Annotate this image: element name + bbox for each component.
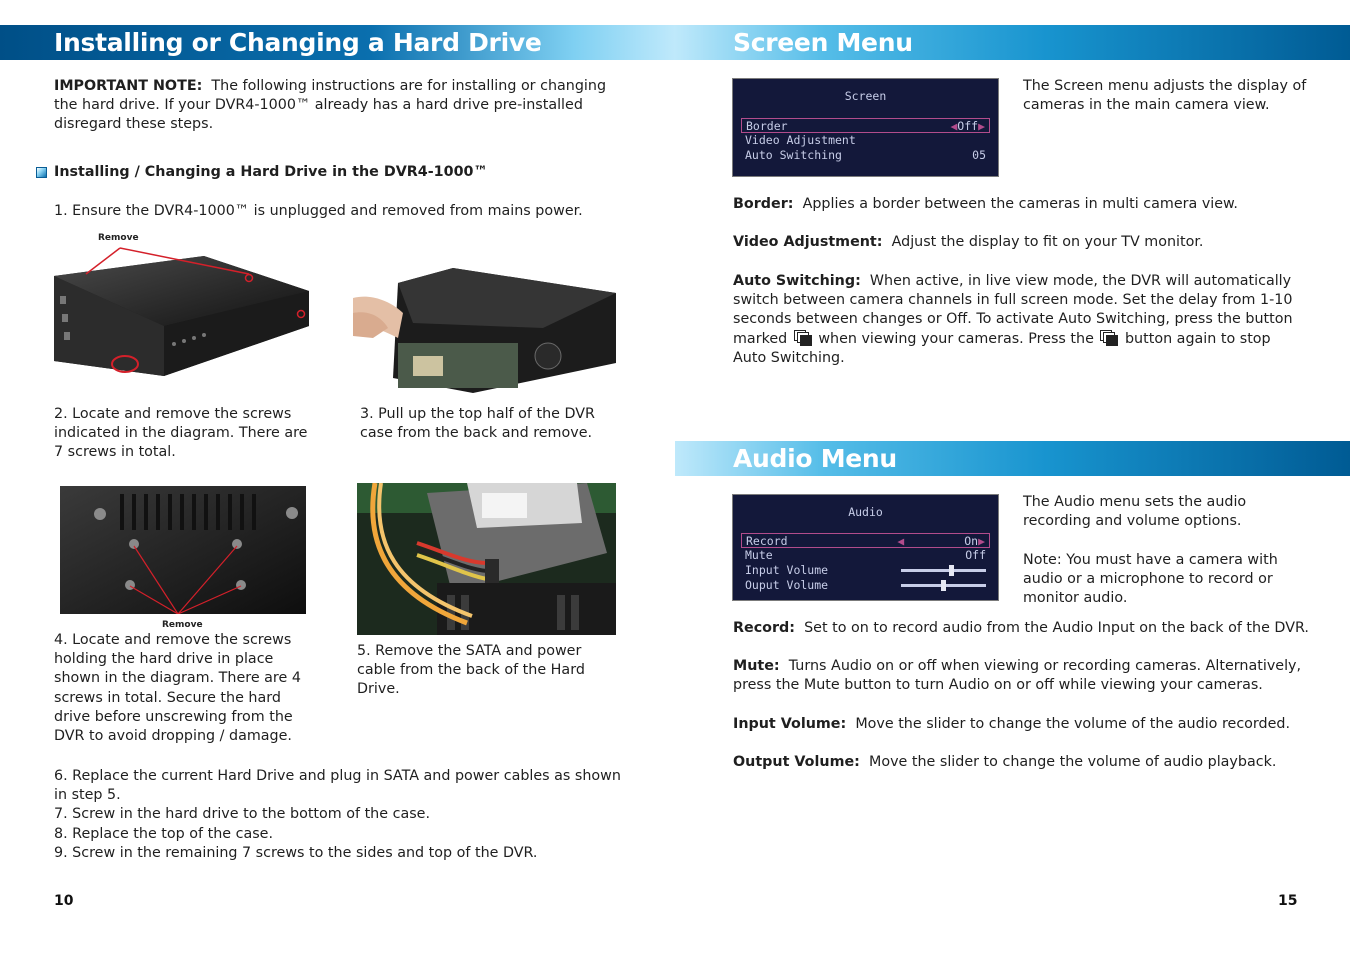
record-label: Record:: [733, 620, 796, 636]
output-volume-desc: [733, 753, 1323, 772]
input-volume-text: Move the slider to change the volume of the audio recorded.: [855, 716, 1291, 732]
audio-menu-row-mute: [741, 548, 990, 563]
step-2: 2. Locate and remove the screws indicated in the diagram. There are 7 screws in total.: [54, 406, 308, 461]
audio-row-label: Mute: [745, 548, 773, 562]
section-heading-row: [36, 163, 636, 182]
mute-label: Mute:: [733, 658, 780, 674]
screen-intro: The Screen menu adjusts the display of cameras in the main camera view.: [1023, 78, 1307, 114]
screen-menu-banner: [675, 25, 1350, 60]
input-volume-desc: [733, 715, 1323, 734]
audio-row-label: Ouput Volume: [745, 578, 829, 592]
output-volume-label: Output Volume:: [733, 754, 860, 770]
auto-switch-text-2: when viewing your cameras. Press the: [818, 330, 1094, 347]
output-volume-slider: [901, 578, 986, 593]
audio-row-label: Input Volume: [745, 563, 829, 577]
step-4: 4. Locate and remove the screws holding the hard drive in place shown in the diagram. There are 4 screws in total. Secure the hard drive before unscrewing from the DVR to avoid dropping / damage.: [54, 632, 301, 745]
screen-row-label: Border: [746, 119, 788, 133]
audio-menu-screenshot: [732, 494, 999, 601]
screen-menu-title: Screen Menu: [733, 28, 913, 57]
audio-menu-banner: [675, 441, 1350, 476]
sequence-button-icon: [794, 330, 812, 346]
screen-menu-row-video: [741, 133, 990, 148]
audio-menu-row-output: [741, 578, 990, 593]
lift-case-photo: [353, 268, 616, 400]
important-note: [54, 77, 624, 135]
border-label: Border:: [733, 196, 794, 212]
screen-row-value: 05: [972, 148, 986, 162]
audio-menu-row-record: [741, 533, 990, 548]
audio-menu-shot-title: Audio: [848, 505, 883, 519]
record-desc: [733, 619, 1323, 638]
audio-menu-title: Audio Menu: [733, 444, 897, 473]
step-3: 3. Pull up the top half of the DVR case from the back and remove.: [360, 406, 595, 442]
video-adjust-text: Adjust the display to fit on your TV monitor.: [891, 234, 1204, 250]
screen-menu-screenshot: [732, 78, 999, 177]
input-volume-slider: [901, 563, 986, 578]
step-9: 9. Screw in the remaining 7 screws to the sides and top of the DVR.: [54, 845, 538, 861]
screen-menu-row-auto: [741, 148, 990, 163]
screen-menu-shot-title: Screen: [844, 89, 887, 103]
auto-switch-text-1: When active, in live view mode, the DVR will automatically switch between camera channels in full screen mode. Set the delay from 1-10 seconds between changes or Off. To activate Auto Switching, press the button marked: [733, 273, 1293, 347]
chevron-right-icon: ▶: [978, 119, 985, 133]
audio-menu-row-input: [741, 563, 990, 578]
left-page-number: 10: [54, 893, 74, 909]
important-note-label: IMPORTANT NOTE:: [54, 78, 203, 94]
screen-menu-row-border: [741, 118, 990, 133]
step-8: 8. Replace the top of the case.: [54, 826, 274, 842]
input-volume-knob: [949, 565, 954, 576]
output-volume-knob: [941, 580, 946, 591]
auto-switch-desc: [733, 272, 1303, 368]
step-5: 5. Remove the SATA and power cable from the back of the Hard Drive.: [357, 643, 585, 698]
step-6: 6. Replace the current Hard Drive and plug in SATA and power cables as shown in step 5.: [54, 768, 621, 804]
left-page-title: Installing or Changing a Hard Drive: [54, 28, 542, 57]
auto-switch-text-3: button again to stop Auto Switching.: [733, 330, 1271, 366]
screen-row-value-wrap: [950, 119, 985, 132]
step-1: 1. Ensure the DVR4-1000™ is unplugged and removed from mains power.: [54, 203, 583, 219]
section-heading: Installing / Changing a Hard Drive in the DVR4-1000™: [54, 164, 488, 180]
output-volume-text: Move the slider to change the volume of audio playback.: [868, 754, 1277, 770]
right-page-number: 15: [1278, 893, 1298, 909]
important-note-text: The following instructions are for installing or changing the hard drive. If your DVR4-1000™ already has a hard drive pre-installed disregard these steps.: [54, 78, 607, 133]
chevron-left-icon: ◀: [950, 119, 958, 133]
hdd-screws-photo: [60, 486, 306, 614]
audio-row-label: Record: [746, 534, 788, 548]
input-volume-label: Input Volume:: [733, 716, 847, 732]
record-text: Set to on to record audio from the Audio Input on the back of the DVR.: [804, 620, 1309, 636]
screen-row-label: Auto Switching: [745, 148, 842, 162]
chevron-right-icon: ▶: [978, 534, 985, 548]
screen-row-label: Video Adjustment: [745, 133, 856, 147]
mute-desc: [733, 657, 1313, 695]
border-text: Applies a border between the cameras in multi camera view.: [802, 196, 1238, 212]
auto-switch-label: Auto Switching:: [733, 273, 861, 289]
section-bullet-icon: [36, 167, 47, 178]
audio-row-value-wrap: [897, 534, 985, 547]
border-desc: [733, 195, 1323, 214]
remove-label-top: Remove: [98, 233, 139, 243]
screen-row-value: Off: [957, 119, 979, 133]
left-title-banner: [0, 25, 675, 60]
audio-note: Note: You must have a camera with audio or a microphone to record or monitor audio.: [1023, 552, 1278, 607]
dvr-screws-photo: [54, 236, 314, 376]
sequence-button-icon: [1100, 330, 1118, 346]
video-adjust-desc: [733, 233, 1323, 252]
audio-row-value: On: [964, 534, 979, 548]
chevron-left-icon: ◀: [897, 534, 905, 548]
step-7: 7. Screw in the hard drive to the bottom of the case.: [54, 806, 430, 822]
sata-cable-photo: [357, 483, 616, 635]
video-adjust-label: Video Adjustment:: [733, 234, 883, 250]
remove-label-bottom: Remove: [162, 620, 203, 630]
audio-row-value: Off: [965, 548, 986, 562]
audio-intro: The Audio menu sets the audio recording and volume options.: [1023, 494, 1247, 530]
mute-text: Turns Audio on or off when viewing or recording cameras. Alternatively, press the Mute button to turn Audio on or off while viewing your cameras.: [733, 658, 1302, 694]
